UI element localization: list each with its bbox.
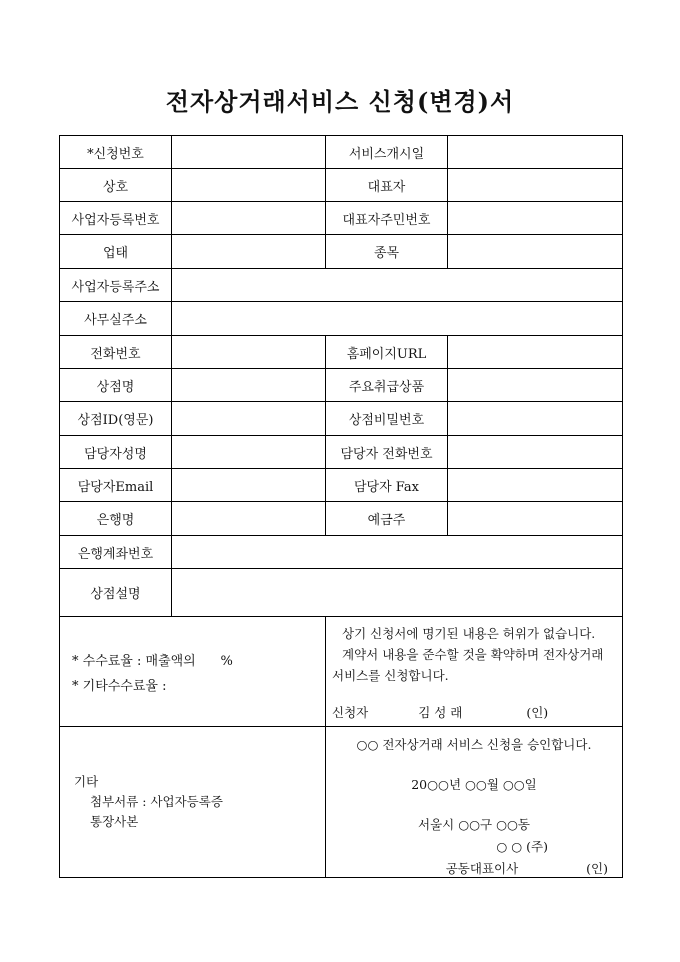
label-rep-id-number: 대표자주민번호 <box>326 202 448 235</box>
field-representative[interactable] <box>448 169 623 202</box>
applicant-signature <box>332 702 614 723</box>
label-store-id: 상점ID(영문) <box>60 402 172 436</box>
field-store-id[interactable] <box>172 402 326 436</box>
application-form <box>59 135 623 878</box>
approval-address: 서울시 ○○구 ○○동 <box>418 817 530 832</box>
field-business-type[interactable] <box>172 235 326 269</box>
label-account-holder: 예금주 <box>326 502 448 536</box>
applicant-seal: (인) <box>526 705 549 720</box>
field-service-start-date[interactable] <box>448 136 623 169</box>
misc-section <box>60 727 326 878</box>
field-contact-name[interactable] <box>172 436 326 469</box>
attachments-line: 첨부서류 : 사업자등록증 <box>90 794 223 809</box>
label-representative: 대표자 <box>326 169 448 202</box>
label-store-name: 상점명 <box>60 369 172 402</box>
approval-statement: ○○ 전자상거래 서비스 신청을 승인합니다. <box>356 737 592 752</box>
field-contact-fax[interactable] <box>448 469 623 502</box>
declaration-line-2: 계약서 내용을 준수할 것을 확약하며 전자상거래 서비스를 신청합니다. <box>332 647 604 683</box>
field-application-number[interactable] <box>172 136 326 169</box>
field-rep-id-number[interactable] <box>448 202 623 235</box>
field-store-password[interactable] <box>448 402 623 436</box>
label-bank-name: 은행명 <box>60 502 172 536</box>
label-store-password: 상점비밀번호 <box>326 402 448 436</box>
other-fee-text: * 기타수수료율 : <box>72 678 167 694</box>
label-business-address: 사업자등록주소 <box>60 269 172 302</box>
field-homepage-url[interactable] <box>448 336 623 369</box>
label-contact-phone: 담당자 전화번호 <box>326 436 448 469</box>
declaration-line-1: 상기 신청서에 명기된 내용은 허위가 없습니다. <box>342 626 596 641</box>
form-title: 전자상거래서비스 신청(변경)서 <box>165 87 515 116</box>
approval-company: ○ ○ (주) <box>496 839 548 854</box>
approval-representative <box>326 859 622 877</box>
field-bank-account[interactable] <box>172 536 623 569</box>
label-business-type: 업태 <box>60 235 172 269</box>
field-phone[interactable] <box>172 336 326 369</box>
label-main-products: 주요취급상품 <box>326 369 448 402</box>
approval-date: 20○○년 ○○월 ○○일 <box>411 777 537 792</box>
label-contact-fax: 담당자 Fax <box>326 469 448 502</box>
misc-label: 기타 <box>74 774 99 789</box>
field-main-products[interactable] <box>448 369 623 402</box>
field-contact-email[interactable] <box>172 469 326 502</box>
field-office-address[interactable] <box>172 302 623 336</box>
label-service-start-date: 서비스개시일 <box>326 136 448 169</box>
field-account-holder[interactable] <box>448 502 623 536</box>
label-office-address: 사무실주소 <box>60 302 172 336</box>
rep-title: 공동대표이사 <box>445 861 519 876</box>
field-business-reg-number[interactable] <box>172 202 326 235</box>
field-business-item[interactable] <box>448 235 623 269</box>
label-business-reg-number: 사업자등록번호 <box>60 202 172 235</box>
declaration-section <box>326 617 623 727</box>
label-phone: 전화번호 <box>60 336 172 369</box>
rep-seal: (인) <box>586 861 608 876</box>
label-company-name: 상호 <box>60 169 172 202</box>
label-store-description: 상점설명 <box>60 569 172 617</box>
field-store-description[interactable] <box>172 569 623 617</box>
field-bank-name[interactable] <box>172 502 326 536</box>
fee-section <box>60 617 326 727</box>
field-store-name[interactable] <box>172 369 326 402</box>
label-homepage-url: 홈페이지URL <box>326 336 448 369</box>
field-company-name[interactable] <box>172 169 326 202</box>
field-contact-phone[interactable] <box>448 436 623 469</box>
label-business-item: 종목 <box>326 235 448 269</box>
approval-section <box>326 727 623 878</box>
label-contact-name: 담당자성명 <box>60 436 172 469</box>
applicant-name: 김 성 래 <box>418 705 463 720</box>
field-business-address[interactable] <box>172 269 623 302</box>
label-bank-account: 은행계좌번호 <box>60 536 172 569</box>
label-contact-email: 담당자Email <box>60 469 172 502</box>
attachments-line-2: 통장사본 <box>90 814 139 829</box>
label-application-number: *신청번호 <box>60 136 172 169</box>
fee-rate-text: * 수수료율 : 매출액의 % <box>72 653 233 669</box>
applicant-label: 신청자 <box>332 705 369 720</box>
